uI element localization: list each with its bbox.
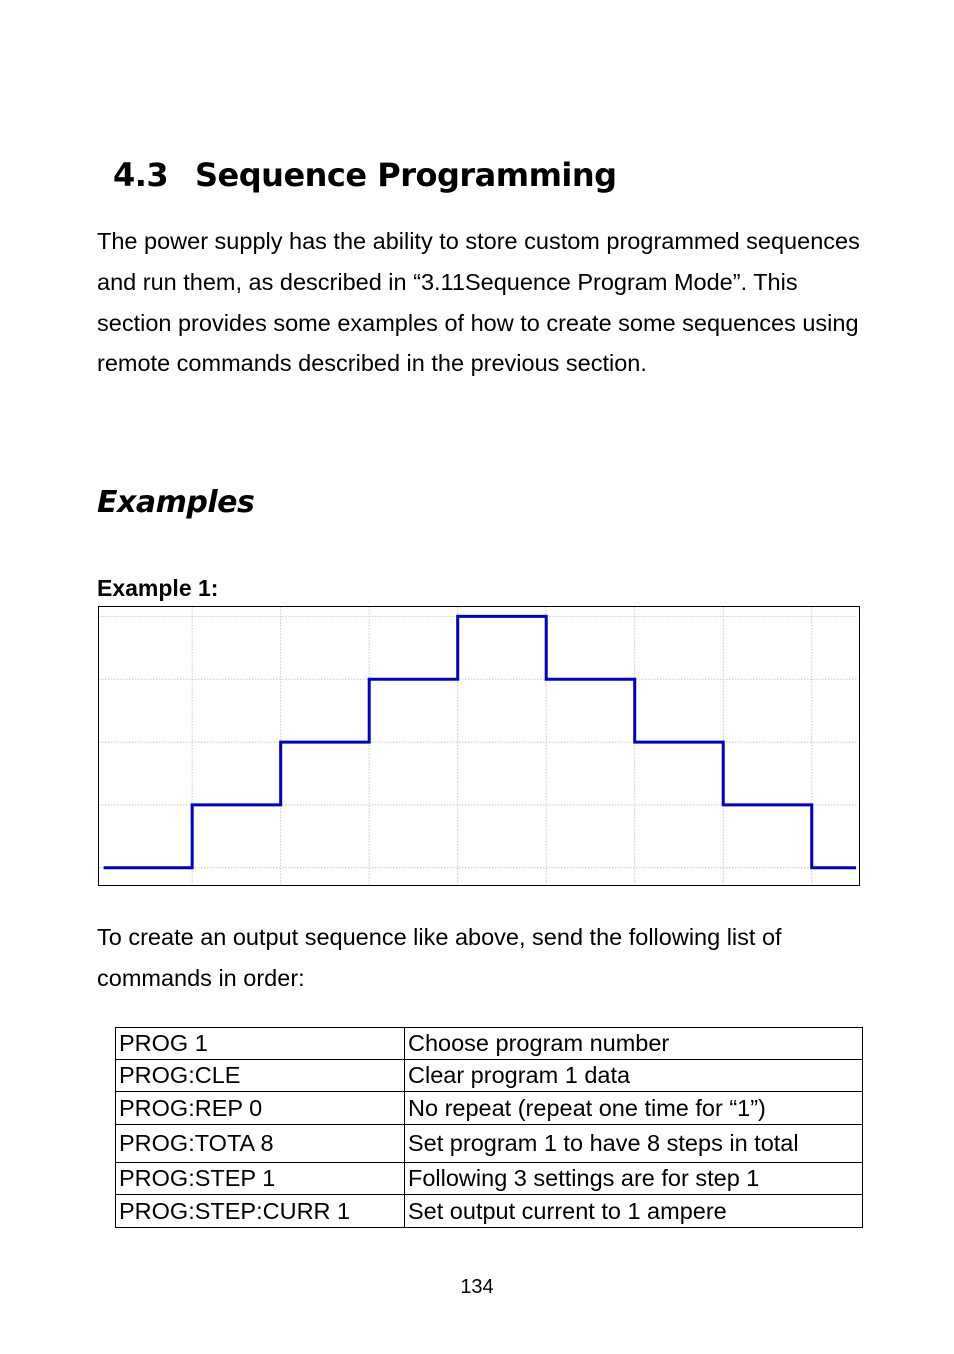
description-cell: Choose program number (405, 1028, 863, 1060)
intro-paragraph: The power supply has the ability to store custom programmed sequences and run them, as described in “3.11Sequence Program Mode”. This section provides some examples of how to create some sequences using remote commands described in the previous section. (97, 228, 860, 377)
instructions-paragraph: To create an output sequence like above, send the following list of commands in order: (97, 924, 782, 991)
command-table (115, 1027, 863, 1228)
command-row (116, 1195, 863, 1228)
command-cell: PROG:REP 0 (116, 1092, 405, 1125)
example-label: Example 1: (97, 575, 219, 601)
examples-heading: Examples (97, 485, 255, 520)
description-cell: Set output current to 1 ampere (405, 1195, 863, 1228)
page-number: 134 (460, 1276, 494, 1298)
command-cell: PROG:CLE (116, 1060, 405, 1092)
command-cell: PROG:STEP 1 (116, 1163, 405, 1195)
command-row (116, 1060, 863, 1092)
command-row (116, 1028, 863, 1060)
command-row (116, 1125, 863, 1163)
description-cell: Clear program 1 data (405, 1060, 863, 1092)
section-heading (113, 156, 617, 194)
description-cell: No repeat (repeat one time for “1”) (405, 1092, 863, 1125)
command-cell: PROG 1 (116, 1028, 405, 1060)
section-title: Sequence Programming (195, 156, 617, 194)
command-row (116, 1092, 863, 1125)
description-cell: Set program 1 to have 8 steps in total (405, 1125, 863, 1163)
sequence-chart (98, 606, 860, 886)
command-row (116, 1163, 863, 1195)
description-cell: Following 3 settings are for step 1 (405, 1163, 863, 1195)
command-cell: PROG:TOTA 8 (116, 1125, 405, 1163)
sequence-chart-plot (99, 607, 858, 884)
section-number: 4.3 (113, 156, 169, 194)
command-cell: PROG:STEP:CURR 1 (116, 1195, 405, 1228)
